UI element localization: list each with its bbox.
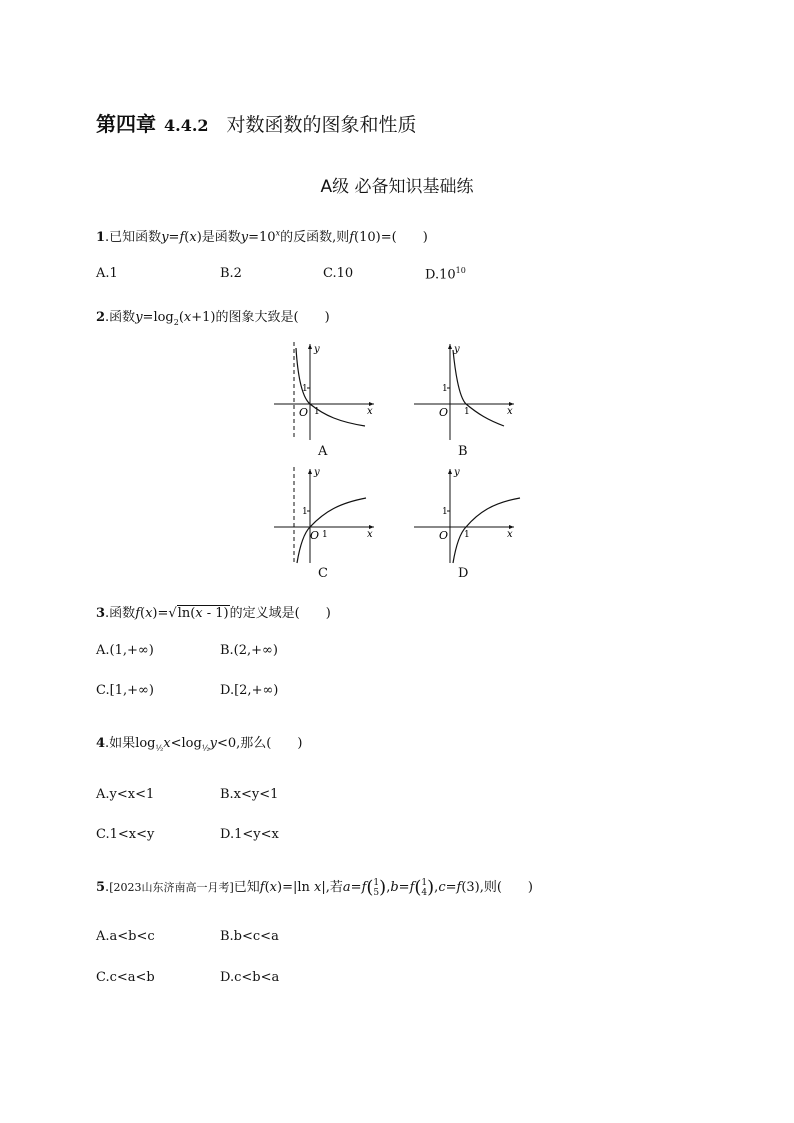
svg-text:y: y bbox=[454, 467, 460, 478]
svg-text:1: 1 bbox=[442, 507, 448, 517]
q5-option-b[interactable]: B.b<c<a bbox=[220, 929, 279, 944]
q1-option-d[interactable]: $D.10^{10}$ bbox=[425, 266, 466, 283]
svg-text:O: O bbox=[439, 406, 449, 419]
question-2: 2.函数$y=\log_2(x+1)$的图象大致是( ) bbox=[96, 310, 330, 327]
q4-option-a[interactable]: A.y<x<1 bbox=[96, 787, 155, 802]
graph-d[interactable] bbox=[410, 465, 525, 570]
level-title: A级 必备知识基础练 bbox=[320, 177, 474, 197]
svg-text:1: 1 bbox=[464, 530, 470, 540]
svg-text:1: 1 bbox=[302, 507, 308, 517]
svg-text:x: x bbox=[507, 406, 513, 417]
q4-option-b[interactable]: B.x<y<1 bbox=[220, 787, 279, 802]
svg-text:y: y bbox=[314, 344, 320, 355]
q3-option-d[interactable]: D.[2,+∞) bbox=[220, 683, 279, 698]
svg-text:y: y bbox=[454, 344, 460, 355]
q1-option-c[interactable]: C.10 bbox=[323, 266, 354, 281]
question-1: 1.已知函数y=f(x)是函数$y=10^x$的反函数,则f(10)=( ) bbox=[96, 228, 428, 245]
svg-text:O: O bbox=[310, 529, 320, 542]
svg-text:x: x bbox=[507, 529, 513, 540]
svg-text:x: x bbox=[367, 529, 373, 540]
graph-label-d: D bbox=[458, 566, 469, 581]
question-number: 4 bbox=[96, 736, 106, 751]
graph-label-c: C bbox=[318, 566, 328, 581]
question-4: 4.如果$\log_{\frac{1}{2}}x<\log_{\frac{1}{2}}y<0$,那么( ) bbox=[96, 736, 303, 753]
question-3: 3.函数f(x)=√ln(x - 1)的定义域是( ) bbox=[96, 606, 331, 621]
graph-label-b: B bbox=[458, 444, 468, 459]
svg-text:O: O bbox=[299, 406, 309, 419]
section-number: 4.4.2 bbox=[164, 116, 209, 135]
question-number: 3 bbox=[96, 606, 106, 621]
svg-text:x: x bbox=[367, 406, 373, 417]
svg-text:1: 1 bbox=[314, 407, 320, 417]
question-source: [2023山东济南高一月考] bbox=[109, 881, 234, 894]
question-number: 5 bbox=[96, 880, 106, 895]
svg-text:1: 1 bbox=[464, 407, 470, 417]
svg-text:1: 1 bbox=[302, 384, 308, 394]
section-name: 对数函数的图象和性质 bbox=[226, 114, 417, 136]
svg-text:1: 1 bbox=[322, 530, 328, 540]
q3-option-a[interactable]: A.(1,+∞) bbox=[96, 643, 154, 658]
q5-option-a[interactable]: A.a<b<c bbox=[96, 929, 155, 944]
svg-text:O: O bbox=[439, 529, 449, 542]
graph-label-a: A bbox=[318, 444, 328, 459]
graph-c[interactable] bbox=[270, 465, 380, 570]
q1-option-a[interactable]: A.1 bbox=[96, 266, 118, 281]
q3-option-c[interactable]: C.[1,+∞) bbox=[96, 683, 154, 698]
q4-option-d[interactable]: D.1<y<x bbox=[220, 827, 279, 842]
question-number: 2 bbox=[96, 310, 106, 325]
svg-text:1: 1 bbox=[442, 384, 448, 394]
question-5: 5.[2023山东济南高一月考]已知f(x)=|ln x|,若a=f(1 5),b=f(1 4),c=f(3),则( ) bbox=[96, 877, 534, 898]
page-title bbox=[96, 108, 417, 137]
q5-option-d[interactable]: D.c<b<a bbox=[220, 970, 280, 985]
svg-text:y: y bbox=[314, 467, 320, 478]
q4-option-c[interactable]: C.1<x<y bbox=[96, 827, 155, 842]
q3-option-b[interactable]: B.(2,+∞) bbox=[220, 643, 278, 658]
question-number: 1 bbox=[96, 230, 106, 245]
chapter-label: 第四章 bbox=[96, 112, 156, 136]
q1-option-b[interactable]: B.2 bbox=[220, 266, 242, 281]
q5-option-c[interactable]: C.c<a<b bbox=[96, 970, 155, 985]
